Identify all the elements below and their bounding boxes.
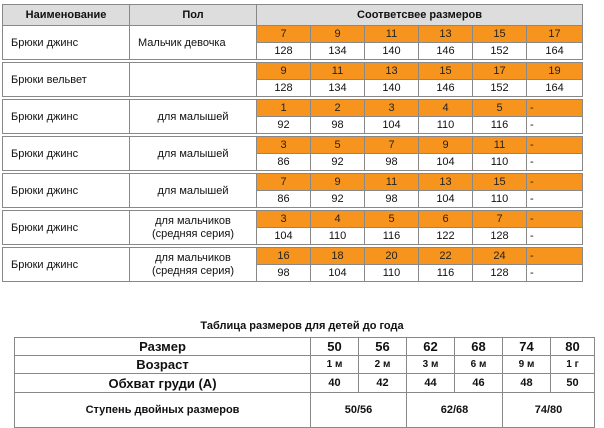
size-number-cell: 5 — [311, 137, 365, 154]
height-cell: 116 — [473, 117, 527, 134]
height-cell: 116 — [365, 228, 419, 245]
size-number-cell: 15 — [419, 63, 473, 80]
table-body — [3, 26, 583, 282]
gender-category — [130, 248, 257, 282]
size-number-cell: 7 — [365, 137, 419, 154]
product-name: Брюки джинс — [3, 137, 130, 171]
height-cell: 128 — [473, 265, 527, 282]
height-cell: 116 — [419, 265, 473, 282]
infant-table-caption: Таблица размеров для детей до года — [200, 320, 404, 332]
height-cell: 92 — [311, 154, 365, 171]
height-cell: 110 — [419, 117, 473, 134]
height-cell: 86 — [257, 154, 311, 171]
product-name: Брюки джинс — [3, 248, 130, 282]
double-size-row — [15, 393, 595, 428]
height-cell: 104 — [419, 191, 473, 208]
height-cell: 140 — [365, 43, 419, 60]
size-number-cell: 17 — [473, 63, 527, 80]
gender-line: для мальчиков — [155, 251, 231, 264]
height-cell: 104 — [365, 117, 419, 134]
age-label: Возраст — [15, 356, 311, 374]
size-number-cell: 4 — [311, 211, 365, 228]
size-cell: 74 — [503, 338, 551, 356]
height-cell: - — [527, 191, 583, 208]
pants-size-table — [2, 4, 583, 282]
size-number-cell: 4 — [419, 100, 473, 117]
size-number-cell: 13 — [365, 63, 419, 80]
height-cell: 134 — [311, 43, 365, 60]
height-cell: 98 — [365, 191, 419, 208]
size-number-cell: 20 — [365, 248, 419, 265]
size-number-cell: 13 — [419, 26, 473, 43]
size-label: Размер — [15, 338, 311, 356]
age-cell: 1 г — [551, 356, 595, 374]
height-cell: - — [527, 228, 583, 245]
size-number-cell: 11 — [365, 26, 419, 43]
infant-size-table — [14, 337, 595, 428]
size-number-cell: 18 — [311, 248, 365, 265]
table-row — [3, 63, 583, 80]
age-cell: 2 м — [359, 356, 407, 374]
gender-line: для малышей — [157, 147, 229, 160]
height-cell: 98 — [311, 117, 365, 134]
size-number-cell: 5 — [365, 211, 419, 228]
height-cell: 152 — [473, 43, 527, 60]
size-number-cell: - — [527, 174, 583, 191]
size-cell: 50 — [311, 338, 359, 356]
height-cell: 140 — [365, 80, 419, 97]
double-size-cell: 74/80 — [503, 393, 595, 428]
height-cell: - — [527, 265, 583, 282]
header-sizes: Соответсвее размеров — [257, 5, 583, 26]
height-cell: 92 — [257, 117, 311, 134]
chest-cell: 46 — [455, 374, 503, 393]
height-cell: 134 — [311, 80, 365, 97]
height-cell: 146 — [419, 80, 473, 97]
height-cell: 128 — [257, 43, 311, 60]
gender-category — [130, 174, 257, 208]
table-row — [3, 211, 583, 228]
size-number-cell: 24 — [473, 248, 527, 265]
chest-cell: 48 — [503, 374, 551, 393]
height-cell: 128 — [473, 228, 527, 245]
size-number-cell: 9 — [257, 63, 311, 80]
age-cell: 9 м — [503, 356, 551, 374]
chest-label: Обхват груди (А) — [15, 374, 311, 393]
size-cell: 62 — [407, 338, 455, 356]
gender-category — [130, 137, 257, 171]
gender-line: для малышей — [157, 184, 229, 197]
height-cell: 164 — [527, 43, 583, 60]
height-cell: 110 — [473, 191, 527, 208]
size-number-cell: 11 — [311, 63, 365, 80]
height-cell: 104 — [257, 228, 311, 245]
size-number-cell: 9 — [419, 137, 473, 154]
height-cell: 104 — [311, 265, 365, 282]
size-number-cell: 9 — [311, 174, 365, 191]
size-number-cell: 3 — [257, 137, 311, 154]
height-cell: 146 — [419, 43, 473, 60]
size-number-cell: 9 — [311, 26, 365, 43]
size-number-cell: - — [527, 248, 583, 265]
product-name: Брюки вельвет — [3, 63, 130, 97]
size-number-cell: 13 — [419, 174, 473, 191]
gender-category — [130, 26, 257, 60]
product-name: Брюки джинс — [3, 100, 130, 134]
gender-category — [130, 63, 257, 97]
height-cell: 98 — [257, 265, 311, 282]
product-name: Брюки джинс — [3, 174, 130, 208]
double-size-cell: 50/56 — [311, 393, 407, 428]
header-gender: Пол — [130, 5, 257, 26]
double-size-label: Ступень двойных размеров — [15, 393, 311, 428]
size-number-cell: 11 — [365, 174, 419, 191]
size-number-cell: 15 — [473, 26, 527, 43]
height-cell: - — [527, 117, 583, 134]
size-number-cell: 22 — [419, 248, 473, 265]
size-number-cell: 3 — [365, 100, 419, 117]
size-number-cell: - — [527, 211, 583, 228]
size-number-cell: 6 — [419, 211, 473, 228]
gender-category — [130, 211, 257, 245]
height-cell: 110 — [473, 154, 527, 171]
chest-cell: 40 — [311, 374, 359, 393]
size-number-cell: 7 — [257, 26, 311, 43]
header-name: Наименование — [3, 5, 130, 26]
chest-cell: 42 — [359, 374, 407, 393]
age-cell: 3 м — [407, 356, 455, 374]
chest-cell: 44 — [407, 374, 455, 393]
age-cell: 6 м — [455, 356, 503, 374]
height-cell: 92 — [311, 191, 365, 208]
height-cell: 128 — [257, 80, 311, 97]
chest-cell: 50 — [551, 374, 595, 393]
size-number-cell: 11 — [473, 137, 527, 154]
table-row — [3, 100, 583, 117]
age-row — [15, 356, 595, 374]
gender-line: для малышей — [157, 110, 229, 123]
size-number-cell: 2 — [311, 100, 365, 117]
product-name: Брюки джинс — [3, 26, 130, 60]
age-cell: 1 м — [311, 356, 359, 374]
size-number-cell: 15 — [473, 174, 527, 191]
gender-line: (средняя серия) — [151, 264, 235, 277]
height-cell: 164 — [527, 80, 583, 97]
table-row — [3, 137, 583, 154]
table-row — [3, 174, 583, 191]
gender-line: (средняя серия) — [151, 227, 235, 240]
height-cell: - — [527, 154, 583, 171]
table-row — [3, 248, 583, 265]
size-number-cell: 19 — [527, 63, 583, 80]
size-number-cell: 5 — [473, 100, 527, 117]
size-number-cell: 7 — [473, 211, 527, 228]
size-number-cell: 17 — [527, 26, 583, 43]
product-name: Брюки джинс — [3, 211, 130, 245]
double-size-cell: 62/68 — [407, 393, 503, 428]
size-number-cell: 7 — [257, 174, 311, 191]
height-cell: 86 — [257, 191, 311, 208]
chest-row — [15, 374, 595, 393]
size-number-cell: 1 — [257, 100, 311, 117]
height-cell: 110 — [365, 265, 419, 282]
height-cell: 98 — [365, 154, 419, 171]
gender-category — [130, 100, 257, 134]
table-header-row — [3, 5, 583, 26]
height-cell: 152 — [473, 80, 527, 97]
size-number-cell: 16 — [257, 248, 311, 265]
size-number-cell: - — [527, 100, 583, 117]
size-row — [15, 338, 595, 356]
size-number-cell: - — [527, 137, 583, 154]
gender-line: Мальчик девочка — [138, 36, 226, 49]
gender-line: для мальчиков — [155, 214, 231, 227]
size-cell: 56 — [359, 338, 407, 356]
size-cell: 68 — [455, 338, 503, 356]
table-row — [3, 26, 583, 43]
size-cell: 80 — [551, 338, 595, 356]
height-cell: 122 — [419, 228, 473, 245]
size-number-cell: 3 — [257, 211, 311, 228]
height-cell: 104 — [419, 154, 473, 171]
height-cell: 110 — [311, 228, 365, 245]
